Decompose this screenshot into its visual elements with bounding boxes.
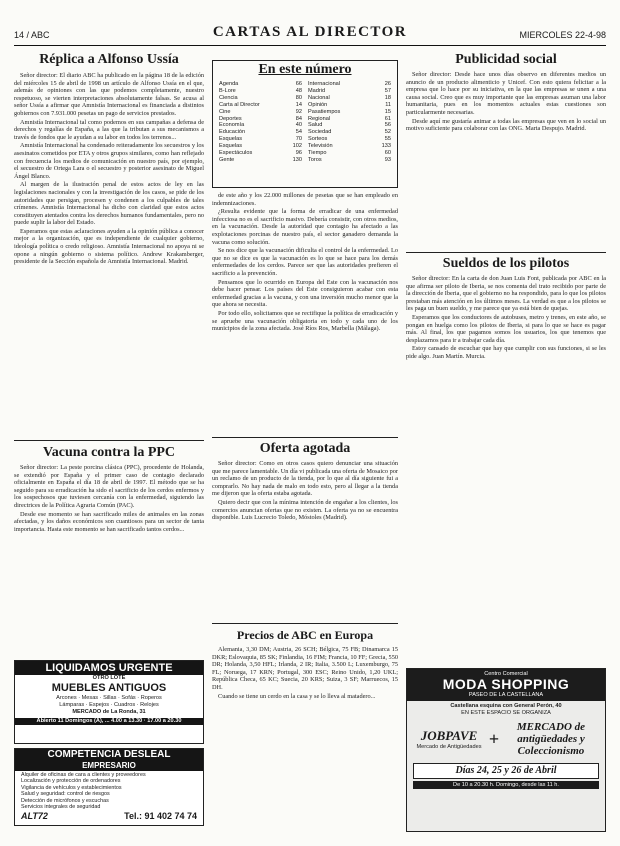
ad-muebles-sub: OTRO LOTE [92, 675, 126, 681]
ad-competencia-logo: ALT72 [21, 811, 48, 822]
ad-moda-header [407, 669, 605, 701]
index-label: Madrid [308, 87, 326, 94]
index-row [219, 88, 302, 95]
article-title-precios: Precios de ABC en Europa [236, 628, 374, 642]
ad-moda-left-logo [413, 728, 485, 750]
index-page: 130 [292, 156, 302, 163]
ad-moda-shopping [406, 668, 606, 832]
index-row [219, 129, 302, 136]
page-header [14, 24, 606, 46]
paragraph: Señor director: Desde hace unos días observo en diferentes medios un anuncio de un producto alimenticio y Unicef. Con esto quiera felicitar a la empresa que lo hace por su iniciativa, en la que las empresas se unen a una causa social. Creo que es muy importante que las empresas asuman una labor humanitaria, pues en los momentos actuales estas cuestiones son particularmente necesarias. [406, 71, 606, 116]
ad-competencia-footer [15, 811, 203, 821]
index-page: 26 [384, 81, 391, 87]
ad-moda-top: Centro Comercial [484, 671, 528, 677]
index-label: Televisión [308, 143, 333, 150]
index-page: 133 [381, 143, 391, 150]
ad-muebles-line: Lámparas · Espejos · Cuadros · Relojes [59, 702, 159, 708]
index-page: 54 [295, 129, 302, 136]
paragraph: Estoy cansado de escuchar que hay que cumplir con sus funciones, si se les pide algo. Juan Martín. Murcia. [406, 345, 606, 360]
index-label: Cine [219, 108, 231, 115]
ad-moda-dates: Días 24, 25 y 26 de Abril [413, 763, 599, 779]
index-column-b [308, 81, 391, 164]
index-title: En este número [258, 62, 352, 77]
page-number: 14 / ABC [14, 30, 50, 40]
index-row [219, 81, 302, 88]
article-body-precios [212, 646, 398, 796]
index-page: 40 [295, 122, 302, 129]
index-row [308, 88, 391, 95]
section-title: CARTAS AL DIRECTOR [212, 24, 408, 40]
index-label: Pasatiempos [308, 108, 341, 115]
list-item: Localización y protección de ordenadores [21, 778, 121, 785]
article-title-sueldos: Sueldos de los pilotos [442, 256, 570, 271]
index-label: Nacional [308, 94, 330, 101]
index-page: 11 [385, 101, 391, 108]
paragraph: ¿Resulta evidente que la forma de erradicar de una enfermedad infecciosa no es el sacrificio masivo. Debería consistir, con otros medios, en la vacunación. Desde la autoridad que contagio ha afectado a las explotaciones porcinas de nuestro país, el sector ganadero demanda la vacuna como solución. [212, 208, 398, 246]
index-row [219, 102, 302, 109]
column-left [14, 52, 204, 552]
index-page: 18 [384, 94, 391, 101]
list-item: Salud y seguridad: control de riesgos [21, 791, 110, 798]
ad-competencia-phone: Tel.: 91 402 74 74 [124, 811, 197, 822]
paragraph: de este año y los 22.000 millones de pesetas que se han empleado en indemnizaciones. [212, 192, 398, 207]
paragraph: Al margen de la ilustración penal de estos actos de ley en las legislaciones nacionales y con la investigación de los casos, se pide de los autoridades que persigan, procesen y condenen a los culpables de tales crímenes. Amnistía Internacional ha dicho con claridad que estos actos constituyen atentados contra los derechos humanos fundamentales, pero no puede suplir la labor del Estado. [14, 181, 204, 227]
ad-moda-brand: MODA SHOPPING [442, 676, 570, 692]
index-row [219, 157, 302, 164]
index-row [308, 143, 391, 150]
index-label: Deportes [219, 115, 242, 122]
paragraph: Amnistía Internacional ha condenado reiteradamente los secuestros y los asesinatos cometidos por ETA y otros grupos similares, como han reflejado con frecuencia los medios de comunicación en nuestro país, por ejemplo, el secuestro de Ortega Lara o el secuestro y posterior asesinato de Miguel Ángel Blanco. [14, 142, 204, 180]
ad-muebles [14, 660, 204, 744]
article-body-oferta [212, 460, 398, 620]
index-page: 102 [292, 143, 302, 150]
index-row [308, 157, 391, 164]
index-label: Ciencia [219, 94, 238, 101]
paragraph: Por todo ello, solicitamos que se rectifique la política de erradicación y se apruebe una vacunación obligatoria en todo y cada uno de los municipios de la zona afectada. José Ríos Ros, Marbella (Málaga). [212, 309, 398, 333]
index-page: 66 [295, 81, 302, 87]
ad-moda-address: Castellana esquina con General Perón, 40 [450, 703, 562, 709]
article-title-oferta: Oferta agotada [259, 441, 351, 456]
paragraph: Señor director: Como en otros casos quiero denunciar una situación que me parece lamentable. Un día vi publicada una oferta de Mosaico por un reclamo de un producto de la tienda, por lo que al día siguiente fui a comprarlo. No hay nada de malo en todo esto, pero al llegar a la tienda me dijeron que la oferta estaba agotada. [212, 460, 398, 498]
paragraph: Alemania, 3,30 DM; Austria, 26 SCH; Bélgica, 75 FB; Dinamarca 15 DKR; Eslovaquia, 85 SK; Finlandia, 16 FIM; Francia, 10 FF; Grecia, 550 DR; Holanda, 3,50 HFL; Irlanda, 2 IR; Italia, 3.500 L; Luxemburgo, 75 FL; Noruega, 17 KRN; Portugal, 300 ESC; Reino Unido, 1,20 UKL; República Checa, 65 KC; Suecia, 20 KRS; Suiza, 3 SF; Marruecos, 15 DH. [212, 646, 398, 691]
divider [14, 440, 204, 441]
index-row [308, 95, 391, 102]
paragraph: Quiero decir que con la mínima intención de engañar a los clientes, los comercios anuncian ofertas que no existen. La oferta ya no se encuentra disponible. Luis Lucrecio Toledo, Móstoles (Madrid). [212, 498, 398, 522]
index-page: 52 [384, 129, 391, 136]
index-label: Carta al Director [219, 101, 260, 108]
index-page: 96 [295, 150, 302, 157]
paragraph: Señor director: En la carta de don Juan Luis Font, publicada por ABC en la que afirma ser piloto de Iberia, se nos comenta del trato recibido por parte de la dirección de Iberia, que el gobierno no ha respondido, para lo que los pilotos prestaban más atención en los últimos meses. La verdad es que a los pilotos se les paga un buen sueldo, y me parece que ya está bien de quejas. [406, 275, 606, 313]
index-label: B-Lore [219, 87, 236, 94]
index-page: 61 [384, 115, 391, 122]
list-item: Alquiler de oficinas de cara a clientes y proveedores [21, 772, 146, 778]
index-label: Espectáculos [219, 150, 253, 157]
index-row [308, 81, 391, 88]
paragraph: Pensamos que lo ocurrido en Europa del Este con la vacunación nos debe hacer pensar. Los países del Este consiguieron acabar con esta enfermedad gracias a la vacuna, y con una inversión mucho menor que la que ahora se necesita. [212, 278, 398, 309]
article-body-publicidad [406, 71, 606, 249]
index-row [219, 95, 302, 102]
index-page: 93 [384, 156, 391, 163]
logo-sub: Mercado de Antigüedades [416, 744, 482, 750]
index-row [308, 122, 391, 129]
article-body-vacuna [14, 464, 204, 568]
paragraph: Señor director: El diario ABC ha publicado en la página 18 de la edición del miércoles 15 de abril de 1998 un artículo de Alfonso Ussía en el que, además de opiniones con las que podemos completamente, nuestro respetuoso, se vierten interpretaciones absolutamente falsas. Se acusa al señor Ussía a afirmar que Amnistía Internacional es financiada a distintos gobiernos con 7.931.000 pesetas un pago de servicios prestados. [14, 72, 204, 117]
paragraph: Amnistía Internacional tal como podemos en sus campañas a defensa de derechos y regalías de España, a las que la tributan a sus mecanismos a través de fondos que le ayudan a su labor en todos los terrenos... [14, 118, 204, 141]
index-page: 57 [384, 87, 391, 94]
index-page: 15 [384, 108, 391, 115]
column-middle [212, 192, 398, 832]
index-row [219, 122, 302, 129]
index-row [308, 116, 391, 123]
paragraph: Cuando se tiene un cerdo en la casa y se lo lleva al matadero... [218, 692, 376, 700]
index-row [219, 136, 302, 143]
index-label: Toros [308, 156, 322, 163]
index-label: Educación [219, 129, 246, 136]
index-page: 60 [384, 150, 391, 157]
ad-muebles-line: Arcones · Mesas · Sillas · Sofás · Roperos [56, 695, 162, 701]
paragraph: Se nos dice que la vacunación dificulta el control de la enfermedad. Lo que no se dice es que la vacunación es lo que se hace para los demás enfermedades de los cerdos. Parece ser que las autoridades prefieren el sacrificio a la prevención. [212, 247, 398, 277]
ad-muebles-brand: MUEBLES ANTIGUOS [51, 682, 167, 694]
index-row [219, 150, 302, 157]
list-item: Detección de micrófonos y escuchas [21, 797, 109, 804]
ad-competencia-list [15, 771, 203, 811]
list-item: Servicios integrales de seguridad [21, 804, 101, 811]
ad-moda-subbrand: PASEO DE LA CASTELLANA [468, 692, 544, 698]
index-page: 80 [295, 94, 302, 101]
article-title-replica: Réplica a Alfonso Ussía [39, 52, 179, 67]
index-page: 84 [295, 115, 302, 122]
index-page: 14 [295, 101, 302, 108]
index-row [308, 150, 391, 157]
ad-competencia-title: COMPETENCIA DESLEAL [15, 749, 203, 761]
logo-text: JOBPAVE [420, 728, 478, 743]
index-label: Esquelas [219, 136, 243, 143]
index-label: Opinión [308, 101, 328, 108]
issue-date: MIERCOLES 22-4-98 [519, 30, 606, 40]
paragraph: Señor director: La peste porcina clásica (PPC), procedente de Holanda, se extendió por España y el primer caso de contagio declarado oficialmente en España el día 18 de abril de 1997. El método que se ha seguido para su erradicación ha sido el sacrificio de los cerdos enfermos y los sospechosos que tuviesen cercanía con la enfermedad, siguiendo las directrices de la Política Agraria Común (PAC). [14, 464, 204, 509]
index-label: Regional [308, 115, 331, 122]
index-columns [213, 79, 397, 166]
column-right [406, 52, 606, 652]
index-label: Tiempo [308, 150, 327, 157]
index-column-a [219, 81, 302, 164]
index-row [308, 102, 391, 109]
ad-moda-logos [407, 717, 605, 761]
index-row [219, 143, 302, 150]
ad-moda-hours: De 10 a 20.30 h. Domingo, desde las 11 h. [413, 781, 599, 789]
article-body-vacuna-cont [212, 192, 398, 434]
index-label: Economía [219, 122, 245, 129]
article-body-sueldos [406, 275, 606, 653]
ad-competencia-sub: EMPRESARIO [15, 761, 203, 771]
index-page: 48 [295, 87, 302, 94]
article-title-publicidad: Publicidad social [455, 52, 557, 67]
index-row [308, 109, 391, 116]
index-row [308, 136, 391, 143]
divider [212, 623, 398, 624]
index-page: 92 [295, 108, 302, 115]
paragraph: Desde aquí me gustaría animar a todas las empresas que ven en lo social un motivo suficiente para colaborar con las ONG. Marta Despujo. Madrid. [406, 117, 606, 133]
ad-competencia [14, 748, 204, 826]
index-label: Sorteos [308, 136, 328, 143]
index-label: Agenda [219, 81, 239, 87]
paragraph: Esperamos que estas aclaraciones ayuden a la opinión pública a conocer mejor a la organización, que es independiente de cualquier gobierno, ideología política o credo religioso. Amnistía Internacional no apoya ni se opone a ningún gobierno o sistema político. Andrew Krakamberger, presidente de la Sección española de Amnistía Internacional. Madrid. [14, 227, 204, 266]
list-item: Vigilancia de vehículos y establecimientos [21, 784, 122, 791]
index-label: Sociedad [308, 129, 332, 136]
plus-sign: + [488, 728, 500, 749]
article-body-replica [14, 72, 204, 436]
paragraph: Esperamos que los conductores de autobuses, metro y trenes, en este año, se pongan en huelga como los pilotos de Iberia, si para lo que se hace es pagar más. Al final, los que pagamos somos los usuarios, los que tenemos que desplazarnos para ir a trabajar cada día. [406, 313, 606, 344]
index-page: 70 [295, 136, 302, 143]
ad-moda-right-title: MERCADO de antigüedades y Coleccionismo [516, 721, 586, 757]
index-row [219, 116, 302, 123]
index-row [308, 129, 391, 136]
index-label: Salud [308, 122, 323, 129]
ad-moda-note: EN ESTE ESPACIO SE ORGANIZA [461, 710, 551, 716]
index-page: 56 [384, 122, 391, 129]
divider [212, 437, 398, 438]
divider [406, 252, 606, 253]
index-label: Esquelas [219, 143, 243, 150]
ad-muebles-line: MERCADO de La Ronda, 31 [72, 709, 146, 715]
index-box [212, 60, 398, 188]
index-label: Internacional [308, 81, 341, 87]
index-label: Gente [219, 156, 235, 163]
ad-muebles-title: LIQUIDAMOS URGENTE [15, 661, 203, 675]
paragraph: Desde ese momento se han sacrificado miles de animales en las zonas afectadas, y los daños económicos son cuantiosos para un sector de tanta importancia. Hasta este momento se han sacrificado tantos cerdos... [14, 510, 204, 533]
article-title-vacuna: Vacuna contra la PPC [42, 445, 176, 460]
index-page: 55 [384, 136, 391, 143]
index-row [219, 109, 302, 116]
ad-muebles-hours: Abierto 11 Domingos (A), ... 4.00 a 13.30 · 17.00 a 20.30 [15, 718, 203, 725]
